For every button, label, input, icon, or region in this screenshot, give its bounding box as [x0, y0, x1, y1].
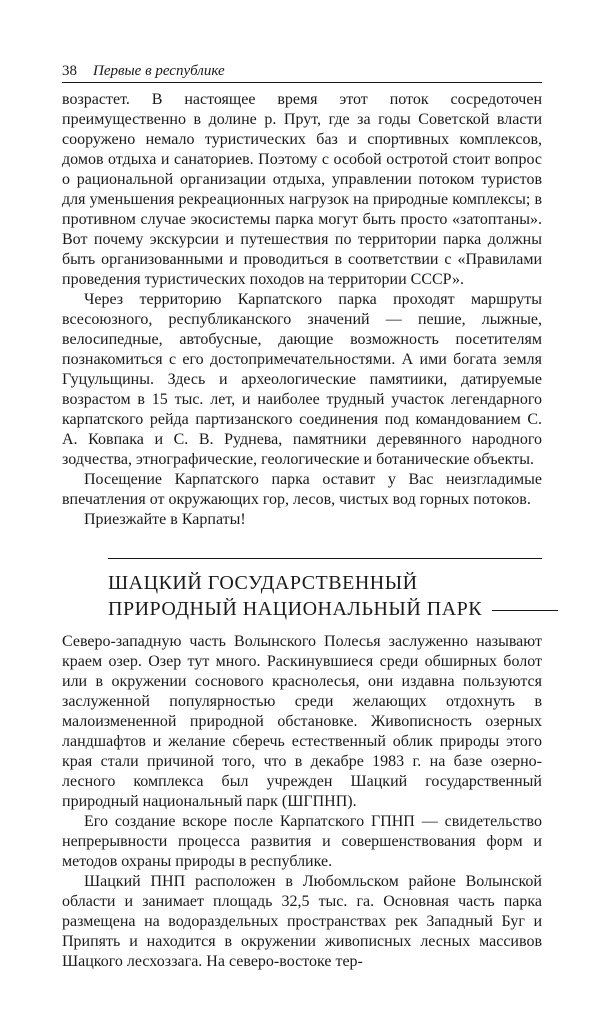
paragraph-impressions: Посещение Карпатского парка оставит у Вас неизгладимые впечатления от окружающих гор, лесов, чистых вод горных потоков.	[62, 471, 542, 508]
paragraph-creation: Его создание вскоре после Карпатского ГПНП — свидетельство непрерывности процесса развития и совершенствования форм и методов охраны природы в республике.	[62, 813, 542, 870]
heading-line-2: ПРИРОДНЫЙ НАЦИОНАЛЬНЫЙ ПАРК	[108, 598, 483, 620]
paragraph-lakes: Северо-западную часть Волынского Полесья заслуженно называют краем озер. Озер тут много. Раскинувшиеся среди обширных болот или в окружении соснового краснолесья, они издавна пользуются заслуженной популярностью среди желающих отдохнуть в малоизмененной природной обстановке. Живописность озерных ландшафтов и желание сберечь естественный облик природы этого края стали причиной того, что в декабре 1983 г. на базе озерно-лесного комплекса был учрежден Шацкий государственный природный национальный парк (ШГПНП).	[62, 633, 542, 810]
heading-tail-rule	[492, 610, 558, 611]
section-heading	[108, 570, 548, 622]
section-rule	[108, 558, 542, 559]
paragraph-invitation: Приезжайте в Карпаты!	[84, 511, 246, 528]
section-carpathian-text	[62, 90, 542, 530]
header-rule	[62, 82, 542, 83]
running-title: Первые в республике	[93, 63, 225, 79]
running-header	[62, 62, 542, 80]
heading-line-1: ШАЦКИЙ ГОСУДАРСТВЕННЫЙ	[108, 572, 418, 594]
paragraph-location: Шацкий ПНП расположен в Любомльском районе Волынской области и занимает площадь 32,5 тыс. га. Основная часть парка размещена на водораздельных пространствах рек Западный Буг и Припять и находится в окружении живописных лесных массивов Шацкого лесхоззага. На северо-востоке тер-	[62, 873, 542, 970]
paragraph-continuation: возрастет. В настоящее время этот поток сосредоточен преимущественно в долине р. Прут, где за годы Советской власти сооружено немало туристических баз и спортивных комплексов, домов отдыха и санаториев. Поэтому с особой остротой стоит вопрос о рациональной организации отдыха, управлении потоком туристов для уменьшения рекреационных нагрузок на природные комплексы; в противном случае экосистемы парка могут быть просто «затоптаны». Вот почему экскурсии и путешествия по территории парка должны быть организованными и проводиться в соответствии с «Правилами проведения туристических походов на территории СССР».	[62, 91, 542, 288]
page-number: 38	[62, 63, 77, 79]
section-shatsk-text	[62, 632, 542, 972]
paragraph-routes: Через территорию Карпатского парка проходят маршруты всесоюзного, республиканского значений — пешие, лыжные, велосипедные, автобусные, дающие возможность посетителям познакомиться с его достопримечательностями. А ими богата земля Гуцульщины. Здесь и археологические памятиики, датируемые возрастом в 15 тыс. лет, и наиболее трудный участок легендарного карпатского рейда партизанского соединения под командованием С. А. Ковпака и С. В. Руднева, памятники деревянного народного зодчества, этнографические, геологические и ботанические объекты.	[62, 291, 542, 468]
